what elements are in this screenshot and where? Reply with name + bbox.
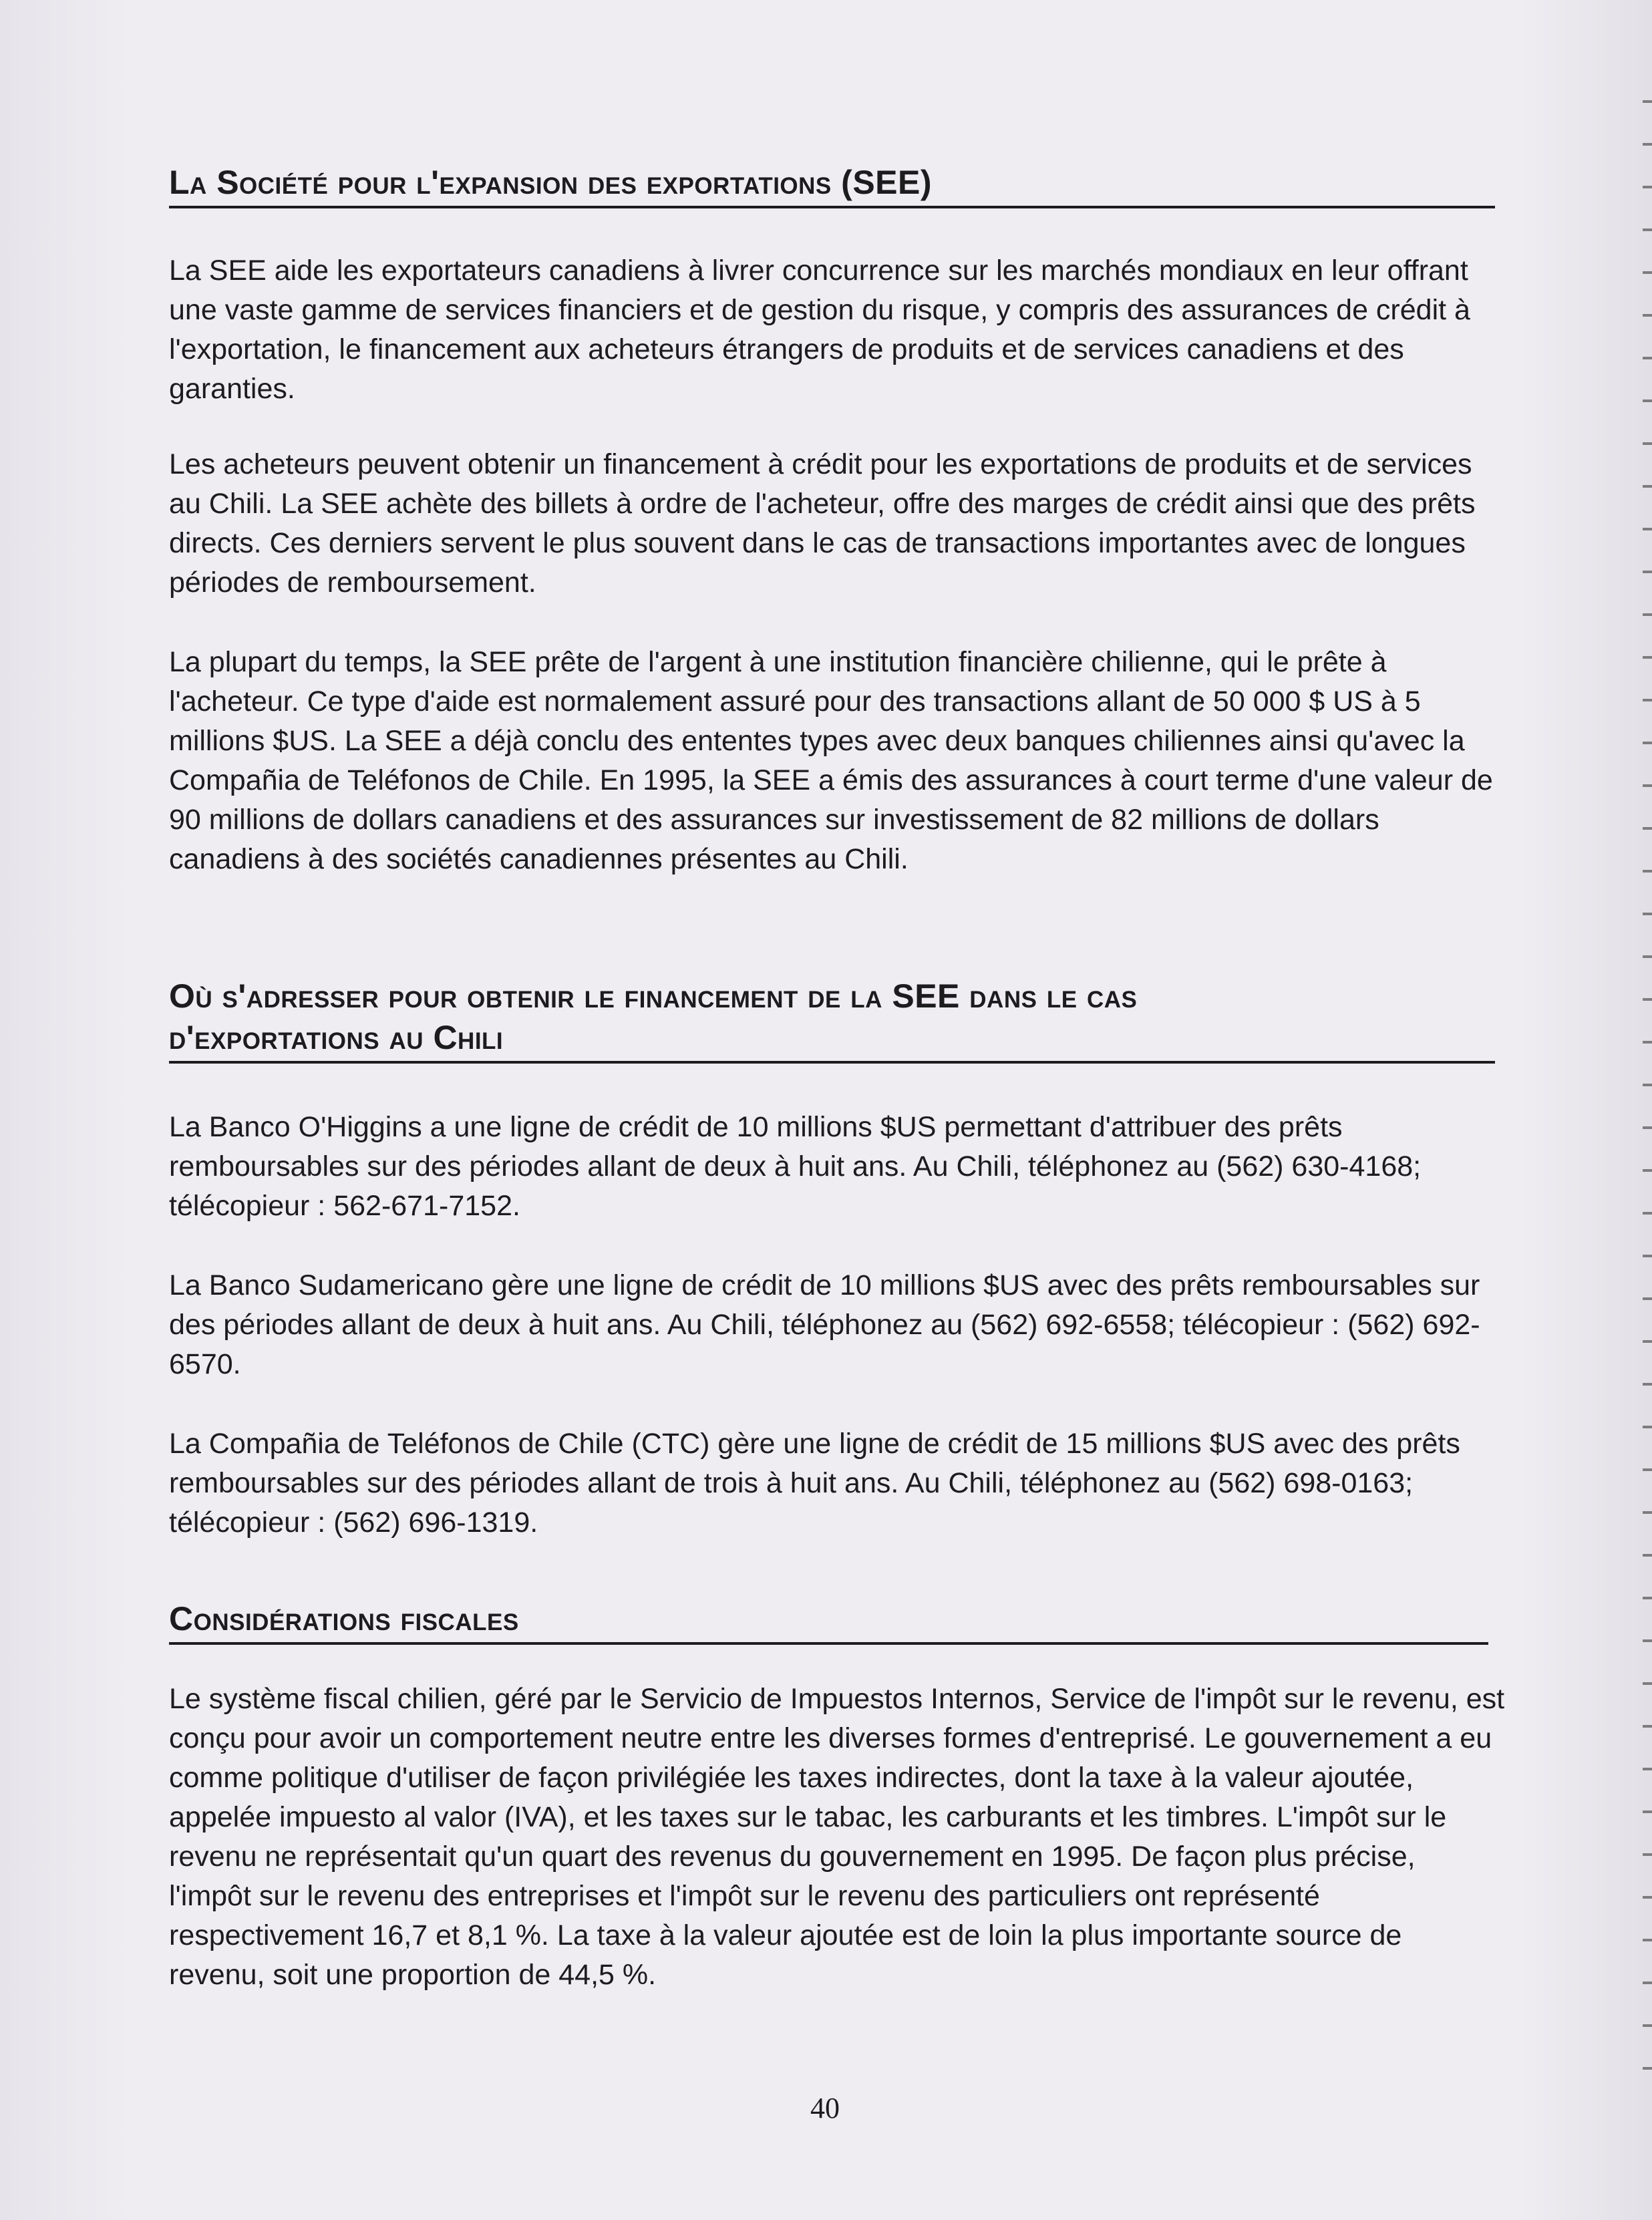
paragraph: La plupart du temps, la SEE prête de l'argent à une institution financière chilienne, qui le prête à l'acheteur. Ce type d'aide est normalement assuré pour des transactions allant de 50 000 $ US à 5 millions $US. La SEE a déjà conclu des ententes types avec deux banques chiliennes ainsi qu'avec la Compañia de Teléfonos de Chile. En 1995, la SEE a émis des assurances à court terme d'une valeur de 90 millions de dollars canadiens et des assurances sur investissement de 82 millions de dollars canadiens à des sociétés canadiennes présentes au Chili. [169, 646, 1493, 875]
section-tax-considerations [169, 1598, 1505, 1995]
paragraph: Les acheteurs peuvent obtenir un financement à crédit pour les exportations de produits et de services au Chili. La SEE achète des billets à ordre de l'acheteur, offre des marges de crédit ainsi que des prêts directs. Ces derniers servent le plus souvent dans le cas de transactions importantes avec de longues périodes de remboursement. [169, 448, 1476, 599]
section-see [169, 162, 1495, 879]
paragraph: Le système fiscal chilien, géré par le Servicio de Impuestos Internos, Service de l'impôt sur le revenu, est conçu pour avoir un comportement neutre entre les diverses formes d'entreprisé. Le gouvernement a eu comme politique d'utiliser de façon privilégiée les taxes indirectes, dont la taxe à la valeur ajoutée, appelée impuesto al valor (IVA), et les taxes sur le tabac, les carburants et les timbres. L'impôt sur le revenu ne représentait qu'un quart des revenus du gouvernement en 1995. De façon plus précise, l'impôt sur le revenu des entreprises et l'impôt sur le revenu des particuliers ont représenté respectivement 16,7 et 8,1 %. La taxe à la valeur ajoutée est de loin la plus importante source de revenu, soit une proportion de 44,5 %. [169, 1683, 1505, 1991]
section-heading: Considérations fiscales [169, 1598, 1488, 1645]
paragraph: La Banco O'Higgins a une ligne de crédit de 10 millions $US permettant d'attribuer des prêts remboursables sur des périodes allant de deux à huit ans. Au Chili, téléphonez au (562) 630-4168; télécopieur : 562-671-7152. [169, 1111, 1422, 1222]
paragraph: La SEE aide les exportateurs canadiens à livrer concurrence sur les marchés mondiaux en leur offrant une vaste gamme de services financiers et de gestion du risque, y compris des assurances de crédit à l'exportation, le financement aux acheteurs étrangers de produits et de services canadiens et des garanties. [169, 255, 1470, 405]
paragraph: La Compañia de Teléfonos de Chile (CTC) gère une ligne de crédit de 15 millions $US avec des prêts remboursables sur des périodes allant de trois à huit ans. Au Chili, téléphonez au (562) 698-0163; télécopieur : (562) 696-1319. [169, 1428, 1460, 1539]
paragraph: La Banco Sudamericano gère une ligne de crédit de 10 millions $US avec des prêts remboursables sur des périodes allant de deux à huit ans. Au Chili, téléphonez au (562) 692-6558; télécopieur : (562) 692-6570. [169, 1269, 1480, 1380]
page-edge-binding-marks [1643, 100, 1652, 2104]
section-heading: Où s'adresser pour obtenir le financement de la SEE dans le cas d'exportations au Chili [169, 975, 1495, 1064]
section-heading: La Société pour l'expansion des exportations (SEE) [169, 162, 1495, 208]
page-number: 40 [810, 2092, 840, 2124]
section-where-to-apply [169, 975, 1495, 1543]
